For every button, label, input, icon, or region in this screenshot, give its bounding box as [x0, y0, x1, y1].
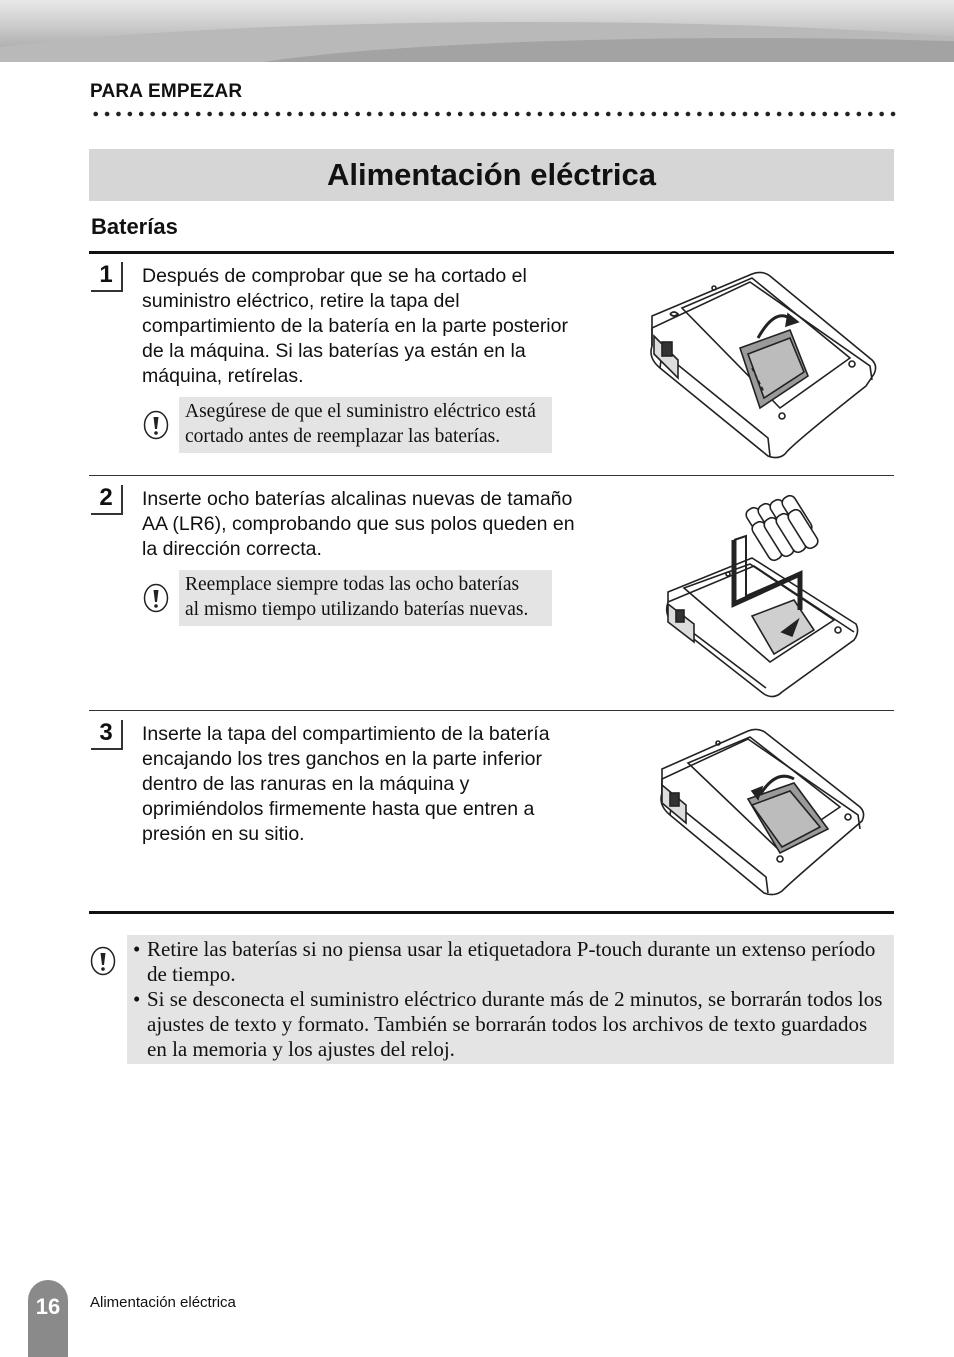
step-1-text [142, 264, 622, 389]
step-1-line: Después de comprobar que se ha cortado el [142, 265, 527, 287]
battery-cover-removal-illustration [640, 268, 885, 463]
step-3-line: oprimiéndolos firmemente hasta que entren a [142, 798, 535, 820]
warning-icon [143, 583, 169, 613]
warning-icon [90, 946, 116, 976]
subheading: Baterías [91, 214, 178, 239]
step-3-line: dentro de las ranuras en la máquina y [142, 773, 470, 795]
step-3-line: Inserte la tapa del compartimiento de la batería [142, 723, 550, 745]
dotted-divider [90, 110, 896, 118]
step-1-note [179, 397, 552, 453]
running-footer: Alimentación eléctrica [90, 1294, 236, 1311]
battery-insertion-illustration [662, 492, 862, 704]
step-1-line: de la máquina. Si las baterías ya están en la [142, 340, 526, 362]
page-number: 16 [35, 1294, 61, 1319]
step-2-number: 2 [91, 485, 123, 515]
note-line: cortado antes de reemplazar las baterías. [185, 426, 501, 447]
section-label: PARA EMPEZAR [90, 81, 243, 102]
step-2-text [142, 487, 622, 562]
step-3-line: encajando los tres ganchos en la parte inferior [142, 748, 542, 770]
step-divider [89, 710, 894, 711]
note-item: • Si se desconecta el suministro eléctrico durante más de 2 minutos, se borrarán todos los ajustes de texto y formato. También se borrarán todos los archivos de texto guardados en la memoria y los ajustes del reloj. [133, 987, 886, 1062]
warning-icon [143, 410, 169, 440]
page-number-tab [28, 1280, 68, 1357]
battery-cover-insertion-illustration [652, 725, 872, 900]
step-2-line: AA (LR6), comprobando que sus polos queden en [142, 513, 575, 535]
page-title: Alimentación eléctrica [326, 157, 657, 192]
step-1-line: máquina, retírelas. [142, 365, 304, 387]
step-1-number: 1 [91, 262, 123, 292]
step-1-line: suministro eléctrico, retire la tapa del [142, 290, 460, 312]
step-2-line: Inserte ocho baterías alcalinas nuevas de tamaño [142, 488, 573, 510]
step-1-line: compartimiento de la batería en la parte posterior [142, 315, 568, 337]
step-3-line: presión en su sitio. [142, 823, 305, 845]
note-line: Reemplace siempre todas las ocho baterías [185, 574, 520, 595]
header-banner [0, 0, 954, 62]
title-bar [89, 149, 894, 201]
section-rule-bottom [89, 911, 894, 914]
step-divider [89, 475, 894, 476]
note-line: al mismo tiempo utilizando baterías nuevas. [185, 599, 529, 620]
note-item: • Retire las baterías si no piensa usar la etiquetadora P-touch durante un extenso período de tiempo. [133, 937, 886, 987]
step-3-number: 3 [91, 720, 123, 750]
step-3-text [142, 722, 622, 847]
important-note [127, 935, 894, 1064]
step-2-line: la dirección correcta. [142, 538, 322, 560]
section-rule-top [89, 251, 894, 254]
note-line: Asegúrese de que el suministro eléctrico está [185, 401, 536, 422]
step-2-note [179, 570, 552, 626]
